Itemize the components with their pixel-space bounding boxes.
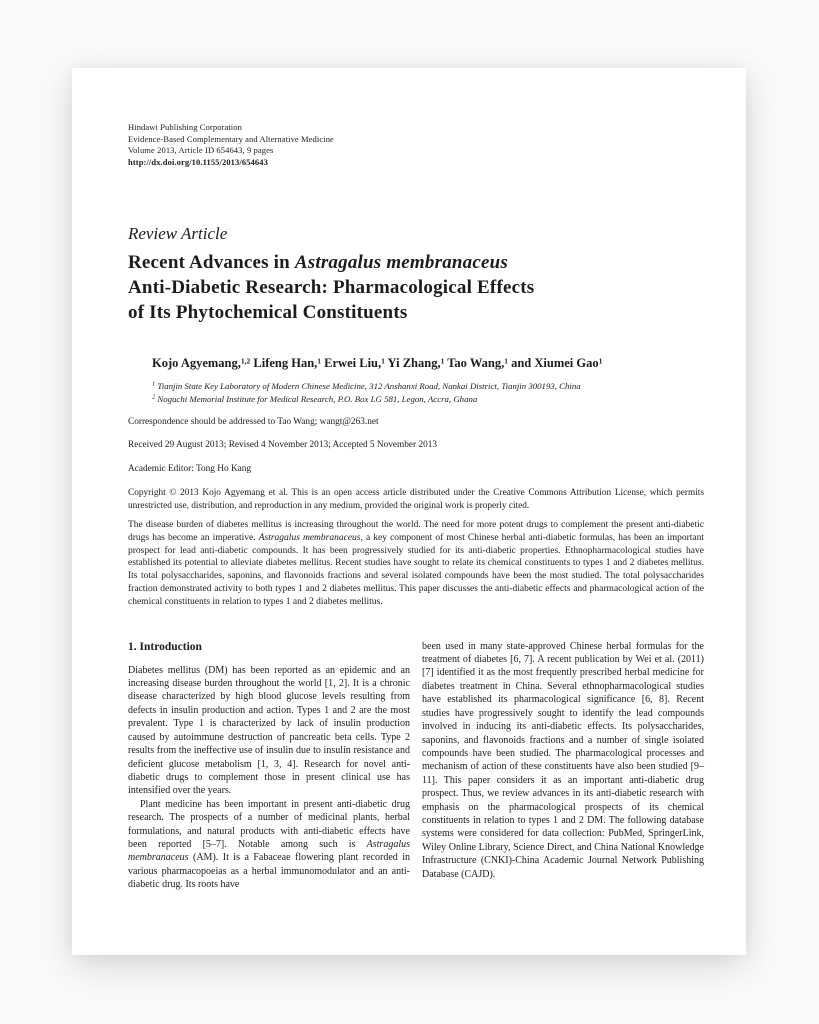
article-title [128,250,704,325]
introduction-columns [128,640,704,892]
author-name: and Xiumei Gao [507,356,599,370]
authors-line [152,355,704,371]
section-heading-introduction: 1. Introduction [128,640,202,653]
title-line-3: of Its Phytochemical Constituents [128,302,408,323]
intro-right-column [422,640,704,892]
publisher-block [128,122,704,168]
author-name: Kojo Agyemang, [152,356,241,370]
author-3 [321,356,385,370]
author-affiliation-superscript: 1 [598,356,603,366]
received-revised-accepted-line: Received 29 August 2013; Revised 4 November 2013; Accepted 5 November 2013 [128,440,438,451]
title-line-2: Anti-Diabetic Research: Pharmacological Effects [128,277,535,298]
author-1 [152,356,250,370]
author-affiliation-superscript: 1 [504,356,508,366]
correspondence-text: Correspondence should be addressed to Tao Wang; [128,416,320,427]
author-2 [250,356,321,370]
author-4 [385,356,444,370]
volume-article-id-line: Volume 2013, Article ID 654643, 9 pages [128,145,274,155]
paragraph-segment: (AM). It is a Fabaceae flowering plant recorded in various pharmacopoeias as a herbal immunomodulator and an anti-diabetic drug. Its roots have [128,852,410,891]
academic-editor-line: Academic Editor: Tong Ho Kang [128,463,252,474]
paragraph-segment: Plant medicine has been important in present anti-diabetic drug research. The prospects of a number of medicinal plants, herbal formulations, and natural products with anti-diabetic effects have been reported [5–7]. Notable among such is [128,798,410,850]
author-name: Lifeng Han, [250,356,318,370]
intro-paragraph-2-right: been used in many state-approved Chinese herbal formulas for the treatment of diabetes [6, 7]. A recent publication by Wei et al. (2011) [7] identified it as the most frequently prescribed herbal medicine for diabetes treatment in China. Several ethnopharmacological studies have established its pharmacological significance [6, 8]. Recent studies have progressively sought to identify the lead compounds involved in inducing its anti-diabetic effects. Its polysaccharides, saponins, and flavonoids fractions and a number of single isolated compounds have been studied. The pharmacological processes and mechanism of action of these constituents have also been studied [9–11]. This paper considers it as an important anti-diabetic drug prospect. Thus, we review advances in its anti-diabetic research with emphasis on the pharmacological prospects of its chemical constituents in relation to types 1 and 2 DM. The following database systems were considered for data collection: PubMed, SpringerLink, Wiley Online Library, Science Direct, and China National Knowledge Infrastructure (CNKI)-China Academic Journal Network Publishing Database (CAJD). [422,640,704,880]
affiliation-superscript: 1 [152,380,156,388]
correspondence-email: wangt@263.net [319,416,379,427]
abstract-species-italic: Astragalus membranaceus [258,532,361,543]
intro-left-column [128,640,410,892]
abstract-segment: , a key component of most Chinese herbal anti-diabetic formulas, has been an important prospect for lead anti-diabetic compounds. It has been progressively studied for its anti-diabetic properties. Ethnopharmacological studies have established its potential to alleviate diabetes mellitus. Recent studies have sought to relate its chemical constituents to types 1 and 2 diabetes mellitus. Its total polysaccharides, saponins, and flavonoids fractions and several isolated compounds have been the most studied. The total polysaccharides fraction demonstrated activity to both types 1 and 2 diabetes mellitus. This paper discusses the anti-diabetic effects and pharmacological action of the chemical constituents in relation to types 1 and 2 diabetes mellitus. [128,532,704,607]
correspondence-line [128,417,704,429]
author-6 [508,356,602,370]
article-type-label: Review Article [128,224,228,243]
author-name: Tao Wang, [444,356,505,370]
journal-name: Evidence-Based Complementary and Alternative Medicine [128,133,334,144]
author-name: Erwei Liu, [321,356,382,370]
intro-species-italic: Astragalus membranaceus [128,838,410,864]
intro-paragraph-2-left [128,798,410,892]
author-affiliation-superscript: 1 [317,356,322,366]
author-affiliation-superscript: 1,2 [240,356,251,366]
paper-page [72,68,746,955]
author-5 [444,356,508,370]
author-affiliation-superscript: 1 [440,356,445,366]
affiliation-1 [152,380,704,393]
affiliation-text: Noguchi Memorial Institute for Medical Research, P.O. Box LG 581, Legon, Accra, Ghana [155,393,478,404]
abstract-segment: The disease burden of diabetes mellitus is increasing throughout the world. The need for more potent drugs to complement the present anti-diabetic drugs has become an imperative. [128,520,704,543]
title-text: Recent Advances in [128,252,295,273]
abstract-text [128,519,704,609]
copyright-text: Copyright © 2013 Kojo Agyemang et al. This is an open access article distributed under the Creative Commons Attribution License, which permits unrestricted use, distribution, and reproduction in any medium, provided the original work is properly cited. [128,488,704,511]
title-line-1 [128,250,704,275]
affiliation-superscript: 2 [152,393,156,401]
affiliations-block [152,380,704,406]
intro-paragraph-1: Diabetes mellitus (DM) has been reported as an epidemic and an increasing disease burden throughout the world [1, 2]. It is a chronic disease characterized by high blood glucose levels resulting from defects in insulin production and action. Types 1 and 2 are the most prevalent. Type 1 is characterized by lack of insulin production caused by autoimmune destruction of pancreatic beta cells. Type 2 results from the ineffective use of insulin due to insulin resistance and deficient glucose metabolism [1, 3, 4]. Research for novel anti-diabetic drugs to complement those in present clinical use has intensified over the years. [128,664,410,797]
affiliation-text: Tianjin State Key Laboratory of Modern Chinese Medicine, 312 Anshanxi Road, Nankai District, Tianjin 300193, China [155,381,581,391]
author-affiliation-superscript: 1 [381,356,385,366]
publisher-name: Hindawi Publishing Corporation [128,122,242,132]
doi-link: http://dx.doi.org/10.1155/2013/654643 [128,156,268,167]
author-name: Yi Zhang, [384,356,441,370]
affiliation-2 [152,393,704,406]
title-species-italic: Astragalus membranaceus [294,252,508,273]
